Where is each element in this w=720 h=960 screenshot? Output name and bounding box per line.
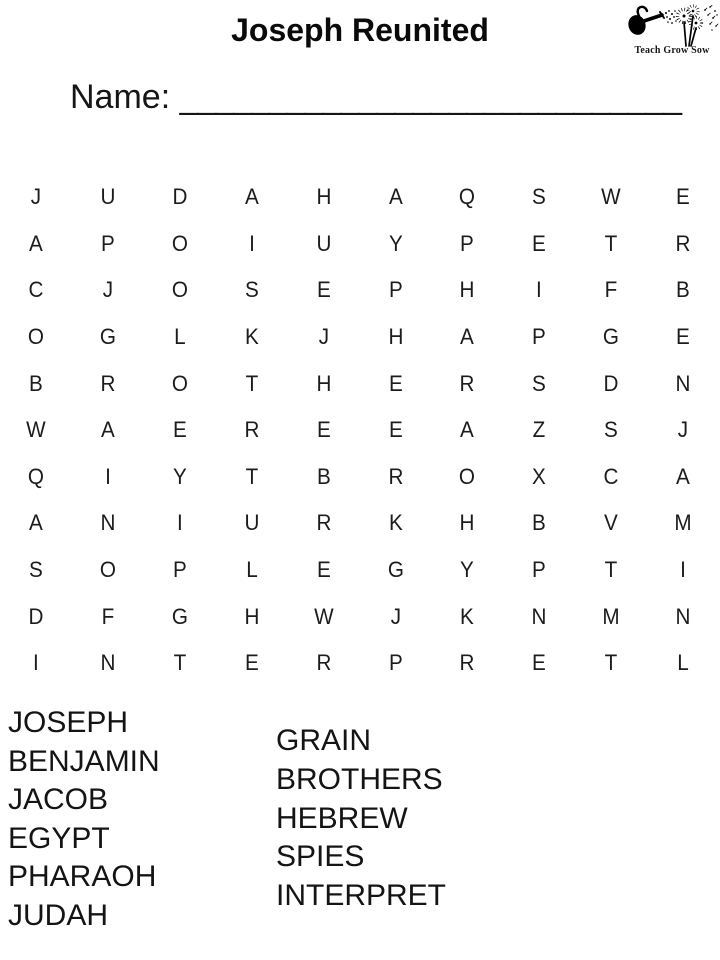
name-blank-line: ____________________________	[179, 78, 682, 116]
word-list-item: JACOB	[8, 783, 109, 817]
grid-letter: I	[176, 510, 183, 536]
grid-letter: U	[244, 510, 260, 536]
grid-letter: G	[387, 557, 404, 583]
grid-letter: E	[244, 650, 259, 676]
grid-letter: H	[387, 324, 403, 350]
grid-letter: U	[316, 230, 332, 256]
grid-letter: E	[676, 324, 690, 350]
grid-letter: A	[29, 510, 43, 536]
grid-letter: D	[28, 603, 44, 629]
grid-letter: P	[460, 230, 475, 256]
grid-letter: P	[100, 230, 115, 256]
grid-letter: A	[388, 184, 403, 210]
word-list-right	[276, 722, 446, 916]
grid-letter: O	[459, 463, 476, 489]
grid-letter: N	[100, 510, 116, 536]
grid-letter: H	[244, 603, 260, 629]
grid-letter: E	[316, 417, 331, 443]
grid-letter: W	[26, 417, 46, 443]
grid-letter: L	[245, 557, 258, 583]
grid-letter: A	[29, 230, 43, 256]
watering-can-dandelion-icon	[624, 2, 720, 48]
grid-letter: P	[388, 650, 403, 676]
grid-letter: V	[604, 510, 619, 536]
word-list-item: BROTHERS	[276, 762, 443, 796]
word-list-item: HEBREW	[276, 801, 408, 835]
grid-letter: E	[388, 417, 403, 443]
grid-letter: E	[532, 230, 547, 256]
grid-letter: R	[316, 510, 332, 536]
logo-caption: Teach Grow Sow	[634, 45, 710, 56]
grid-letter: R	[244, 417, 260, 443]
grid-letter: R	[316, 650, 332, 676]
grid-letter: P	[532, 324, 547, 350]
grid-letter: T	[604, 650, 618, 676]
grid-letter: K	[460, 603, 475, 629]
word-list-item: BENJAMIN	[8, 744, 160, 778]
grid-letter: O	[171, 370, 188, 396]
grid-letter: J	[677, 417, 689, 443]
grid-letter: H	[316, 370, 332, 396]
grid-letter: B	[532, 510, 547, 536]
grid-letter: S	[532, 370, 547, 396]
grid-letter: A	[100, 417, 115, 443]
grid-letter: A	[460, 417, 475, 443]
grid-letter: S	[604, 417, 619, 443]
grid-letter: O	[171, 277, 188, 303]
grid-letter: J	[318, 324, 329, 350]
grid-letter: I	[104, 463, 111, 489]
grid-letter: D	[172, 184, 188, 210]
grid-letter: W	[601, 184, 621, 210]
grid-letter: P	[172, 557, 187, 583]
grid-letter: F	[101, 603, 115, 629]
grid-letter: E	[316, 277, 331, 303]
grid-letter: K	[388, 510, 403, 536]
grid-letter: A	[460, 324, 475, 350]
grid-letter: S	[244, 277, 259, 303]
grid-letter: T	[245, 370, 258, 396]
grid-letter: G	[603, 324, 620, 350]
grid-letter: G	[99, 324, 116, 350]
grid-letter: B	[316, 463, 331, 489]
grid-letter: A	[676, 463, 690, 489]
grid-letter: C	[28, 277, 44, 303]
grid-letter: S	[29, 557, 43, 583]
grid-letter: R	[675, 230, 691, 256]
grid-letter: H	[459, 277, 475, 303]
grid-letter: U	[100, 184, 116, 210]
grid-letter: Y	[388, 230, 403, 256]
word-list-item: JOSEPH	[8, 706, 129, 739]
name-field	[70, 78, 682, 117]
grid-letter: D	[603, 370, 619, 396]
grid-letter: Q	[459, 184, 476, 210]
grid-letter: J	[390, 603, 401, 629]
word-list-item: GRAIN	[276, 724, 372, 757]
grid-letter: Z	[532, 417, 546, 443]
grid-letter: K	[244, 324, 259, 350]
page-title: Joseph Reunited	[231, 12, 489, 48]
grid-letter: R	[459, 650, 475, 676]
grid-letter: M	[602, 603, 620, 629]
grid-letter: I	[33, 650, 39, 676]
grid-letter: B	[676, 277, 690, 303]
word-list-item: EGYPT	[8, 821, 110, 855]
grid-letter: P	[388, 277, 403, 303]
grid-letter: E	[676, 184, 690, 210]
grid-letter: P	[532, 557, 547, 583]
word-list-item: INTERPRET	[276, 879, 447, 913]
word-list-item: PHARAOH	[8, 860, 157, 894]
grid-letter: O	[171, 230, 188, 256]
grid-letter: E	[388, 370, 403, 396]
grid-letter: I	[536, 277, 543, 303]
grid-letter: J	[102, 277, 114, 303]
grid-letter: S	[532, 184, 547, 210]
teach-grow-sow-logo	[624, 2, 720, 60]
grid-letter: R	[387, 463, 403, 489]
grid-letter: E	[316, 557, 331, 583]
grid-letter: N	[675, 370, 691, 396]
grid-letter: F	[604, 277, 618, 303]
grid-letter: I	[248, 230, 255, 256]
grid-letter: O	[99, 557, 116, 583]
word-list-item: JUDAH	[8, 898, 109, 932]
grid-letter: J	[30, 184, 42, 210]
grid-letter: T	[245, 463, 258, 489]
grid-letter: M	[674, 510, 692, 536]
grid-letter: H	[459, 510, 475, 536]
grid-letter: E	[532, 650, 547, 676]
word-search-grid	[0, 174, 719, 687]
grid-letter: E	[172, 417, 187, 443]
grid-letter: W	[313, 603, 334, 629]
grid-letter: B	[29, 370, 43, 396]
grid-letter: X	[532, 463, 547, 489]
grid-letter: A	[244, 184, 259, 210]
grid-letter: T	[604, 230, 618, 256]
grid-letter: N	[100, 650, 116, 676]
grid-letter: Y	[460, 557, 475, 583]
grid-letter: R	[459, 370, 475, 396]
word-list-left	[8, 704, 160, 936]
grid-letter: R	[100, 370, 116, 396]
grid-letter: G	[171, 603, 188, 629]
grid-letter: H	[316, 184, 332, 210]
grid-letter: N	[675, 603, 691, 629]
grid-letter: O	[27, 324, 44, 350]
grid-letter: I	[680, 557, 686, 583]
word-list-item: SPIES	[276, 840, 365, 874]
grid-letter: L	[677, 650, 689, 676]
grid-letter: T	[604, 557, 618, 583]
grid-letter: L	[173, 324, 186, 350]
grid-letter: T	[173, 650, 187, 676]
grid-letter: C	[603, 463, 619, 489]
grid-letter: Q	[27, 463, 44, 489]
grid-letter: N	[531, 603, 547, 629]
name-label: Name:	[70, 78, 171, 116]
grid-letter: Y	[172, 463, 187, 489]
